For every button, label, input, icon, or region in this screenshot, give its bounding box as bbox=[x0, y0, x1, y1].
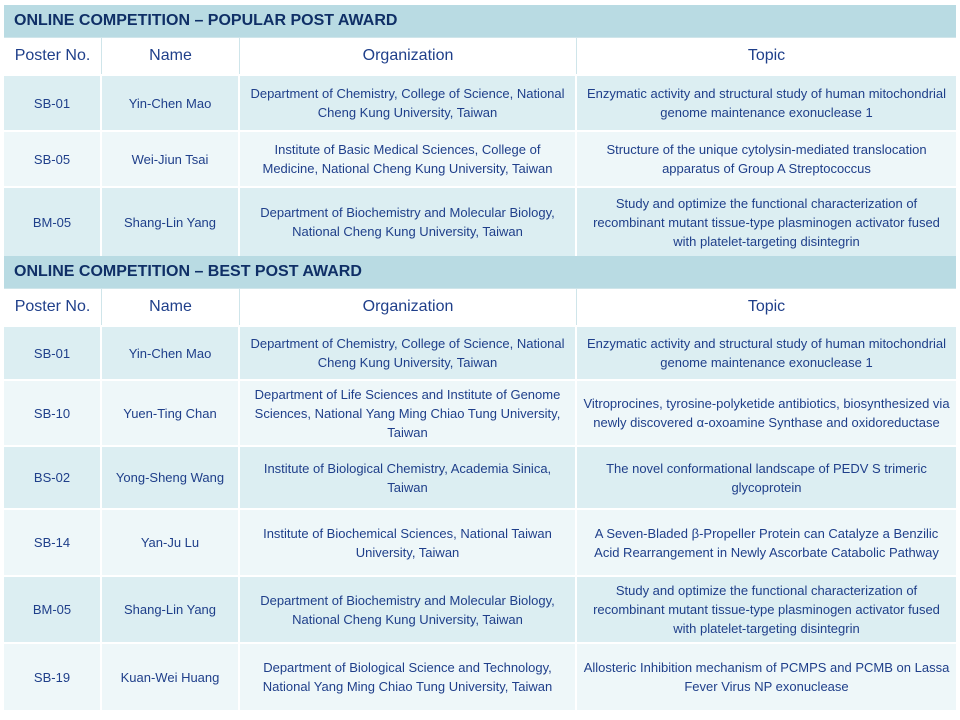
header-row bbox=[4, 37, 956, 74]
poster-no: BM-05 bbox=[4, 186, 102, 256]
table-row bbox=[4, 575, 956, 642]
topic: The novel conformational landscape of PEDV S trimeric glycoprotein bbox=[577, 445, 956, 508]
best-award-table bbox=[4, 288, 956, 710]
table-row bbox=[4, 445, 956, 508]
table-row bbox=[4, 379, 956, 445]
table-row bbox=[4, 130, 956, 186]
name: Yin-Chen Mao bbox=[102, 325, 240, 379]
table-row bbox=[4, 186, 956, 256]
best-award-title: ONLINE COMPETITION – BEST POST AWARD bbox=[4, 256, 956, 288]
poster-no: SB-01 bbox=[4, 325, 102, 379]
poster-no: SB-19 bbox=[4, 642, 102, 710]
topic: A Seven-Bladed β-Propeller Protein can Catalyze a Benzilic Acid Rearrangement in Newly Ascorbate Catabolic Pathway bbox=[577, 508, 956, 575]
header-poster-no: Poster No. bbox=[4, 288, 102, 325]
topic: Vitroprocines, tyrosine-polyketide antibiotics, biosynthesized via newly discovered α-oxoamine Synthase and oxidoreductase bbox=[577, 379, 956, 445]
poster-no: SB-10 bbox=[4, 379, 102, 445]
organization: Institute of Biochemical Sciences, National Taiwan University, Taiwan bbox=[240, 508, 577, 575]
header-poster-no: Poster No. bbox=[4, 37, 102, 74]
header-row bbox=[4, 288, 956, 325]
organization: Department of Biochemistry and Molecular Biology, National Cheng Kung University, Taiwan bbox=[240, 186, 577, 256]
topic: Study and optimize the functional characterization of recombinant mutant tissue-type plasminogen activator fused with platelet-targeting disintegrin bbox=[577, 575, 956, 642]
name: Wei-Jiun Tsai bbox=[102, 130, 240, 186]
name: Yan-Ju Lu bbox=[102, 508, 240, 575]
poster-no: SB-01 bbox=[4, 74, 102, 130]
header-topic: Topic bbox=[577, 288, 956, 325]
organization: Department of Biological Science and Technology, National Yang Ming Chiao Tung University, Taiwan bbox=[240, 642, 577, 710]
header-organization: Organization bbox=[240, 288, 577, 325]
header-topic: Topic bbox=[577, 37, 956, 74]
name: Shang-Lin Yang bbox=[102, 186, 240, 256]
organization: Department of Biochemistry and Molecular Biology, National Cheng Kung University, Taiwan bbox=[240, 575, 577, 642]
popular-award-title: ONLINE COMPETITION – POPULAR POST AWARD bbox=[4, 5, 956, 37]
header-organization: Organization bbox=[240, 37, 577, 74]
poster-no: SB-05 bbox=[4, 130, 102, 186]
topic: Allosteric Inhibition mechanism of PCMPS and PCMB on Lassa Fever Virus NP exonuclease bbox=[577, 642, 956, 710]
header-name: Name bbox=[102, 288, 240, 325]
header-name: Name bbox=[102, 37, 240, 74]
name: Yuen-Ting Chan bbox=[102, 379, 240, 445]
poster-no: BS-02 bbox=[4, 445, 102, 508]
topic: Enzymatic activity and structural study of human mitochondrial genome maintenance exonuclease 1 bbox=[577, 325, 956, 379]
poster-no: BM-05 bbox=[4, 575, 102, 642]
table-row bbox=[4, 74, 956, 130]
name: Yong-Sheng Wang bbox=[102, 445, 240, 508]
award-document bbox=[4, 5, 956, 710]
name: Kuan-Wei Huang bbox=[102, 642, 240, 710]
table-row bbox=[4, 642, 956, 710]
organization: Department of Life Sciences and Institute of Genome Sciences, National Yang Ming Chiao Tung University, Taiwan bbox=[240, 379, 577, 445]
organization: Department of Chemistry, College of Science, National Cheng Kung University, Taiwan bbox=[240, 325, 577, 379]
organization: Institute of Biological Chemistry, Academia Sinica, Taiwan bbox=[240, 445, 577, 508]
topic: Study and optimize the functional characterization of recombinant mutant tissue-type plasminogen activator fused with platelet-targeting disintegrin bbox=[577, 186, 956, 256]
poster-no: SB-14 bbox=[4, 508, 102, 575]
popular-award-table bbox=[4, 37, 956, 256]
name: Yin-Chen Mao bbox=[102, 74, 240, 130]
name: Shang-Lin Yang bbox=[102, 575, 240, 642]
table-row bbox=[4, 508, 956, 575]
table-row bbox=[4, 325, 956, 379]
organization: Institute of Basic Medical Sciences, College of Medicine, National Cheng Kung University, Taiwan bbox=[240, 130, 577, 186]
organization: Department of Chemistry, College of Science, National Cheng Kung University, Taiwan bbox=[240, 74, 577, 130]
topic: Structure of the unique cytolysin-mediated translocation apparatus of Group A Streptococcus bbox=[577, 130, 956, 186]
topic: Enzymatic activity and structural study of human mitochondrial genome maintenance exonuclease 1 bbox=[577, 74, 956, 130]
